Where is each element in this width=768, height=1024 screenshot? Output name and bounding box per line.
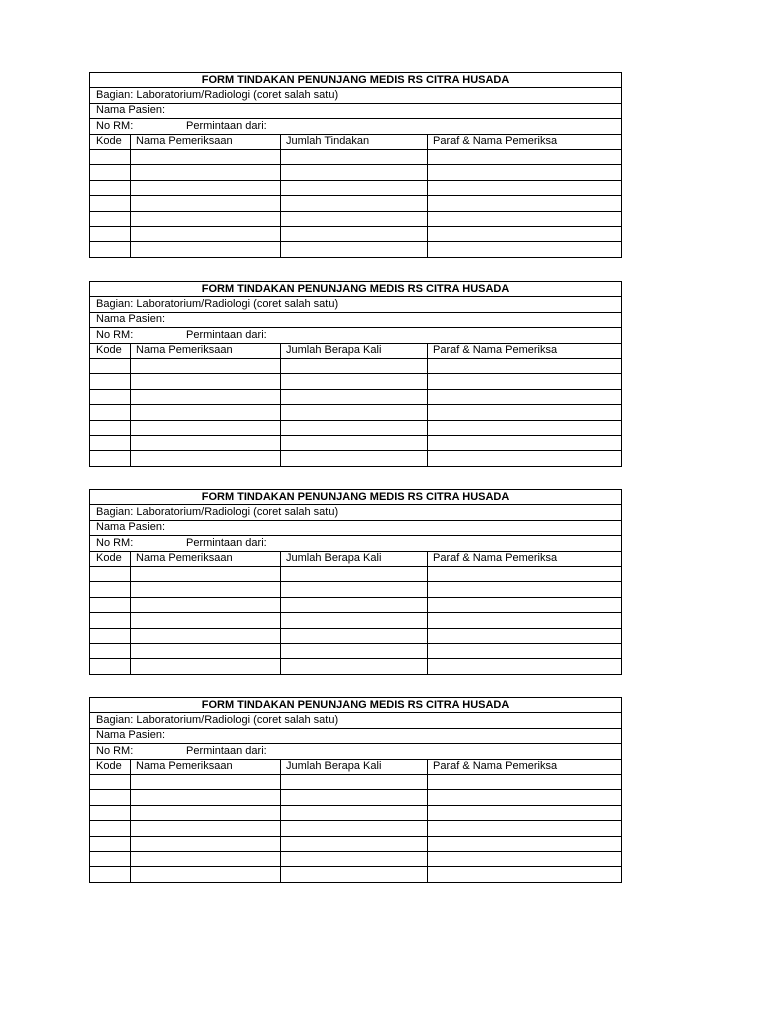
table-row: [90, 790, 622, 805]
kode-cell[interactable]: [90, 805, 131, 820]
paraf-cell[interactable]: [428, 180, 622, 195]
kode-cell[interactable]: [90, 358, 131, 373]
table-row: [90, 867, 622, 882]
bagian-field[interactable]: Bagian: Laboratorium/Radiologi (coret salah satu): [90, 713, 622, 728]
table-row: [90, 180, 622, 195]
form-table: [89, 489, 622, 675]
bagian-field[interactable]: Bagian: Laboratorium/Radiologi (coret salah satu): [90, 88, 622, 103]
col-kode-header: Kode: [90, 343, 131, 358]
table-row: [90, 226, 622, 241]
nama-pemeriksaan-cell[interactable]: [131, 358, 281, 373]
table-row: [90, 242, 622, 257]
no-rm-label: No RM:: [96, 328, 134, 341]
nama-pemeriksaan-cell[interactable]: [131, 774, 281, 789]
no-rm-row[interactable]: [90, 119, 622, 134]
nama-pemeriksaan-cell[interactable]: [131, 867, 281, 882]
nama-pemeriksaan-cell[interactable]: [131, 374, 281, 389]
jumlah-cell[interactable]: [281, 566, 428, 581]
jumlah-cell[interactable]: [281, 582, 428, 597]
no-rm-label: No RM:: [96, 536, 134, 549]
paraf-cell[interactable]: [428, 851, 622, 866]
paraf-cell[interactable]: [428, 836, 622, 851]
col-kode-header: Kode: [90, 759, 131, 774]
nama-pemeriksaan-cell[interactable]: [131, 821, 281, 836]
table-row: [90, 821, 622, 836]
kode-cell[interactable]: [90, 451, 131, 466]
jumlah-cell[interactable]: [281, 851, 428, 866]
table-row: [90, 165, 622, 180]
kode-cell[interactable]: [90, 374, 131, 389]
jumlah-cell[interactable]: [281, 451, 428, 466]
jumlah-cell[interactable]: [281, 790, 428, 805]
kode-cell[interactable]: [90, 613, 131, 628]
kode-cell[interactable]: [90, 628, 131, 643]
table-row: [90, 774, 622, 789]
table-row: [90, 566, 622, 581]
nama-pemeriksaan-cell[interactable]: [131, 226, 281, 241]
table-row: [90, 659, 622, 674]
jumlah-cell[interactable]: [281, 211, 428, 226]
table-row: [90, 389, 622, 404]
no-rm-row[interactable]: [90, 744, 622, 759]
table-row: [90, 643, 622, 658]
jumlah-cell[interactable]: [281, 805, 428, 820]
paraf-cell[interactable]: [428, 805, 622, 820]
kode-cell[interactable]: [90, 405, 131, 420]
form-1: [89, 72, 621, 258]
form-title: FORM TINDAKAN PENUNJANG MEDIS RS CITRA HUSADA: [90, 73, 622, 88]
kode-cell[interactable]: [90, 211, 131, 226]
table-row: [90, 628, 622, 643]
paraf-cell[interactable]: [428, 613, 622, 628]
kode-cell[interactable]: [90, 836, 131, 851]
col-jumlah-header: Jumlah Berapa Kali: [281, 759, 428, 774]
kode-cell[interactable]: [90, 643, 131, 658]
table-row: [90, 451, 622, 466]
col-paraf-header: Paraf & Nama Pemeriksa: [428, 551, 622, 566]
nama-pasien-field[interactable]: Nama Pasien:: [90, 103, 622, 118]
no-rm-label: No RM:: [96, 744, 134, 757]
kode-cell[interactable]: [90, 149, 131, 164]
col-nama-pemeriksaan-header: Nama Pemeriksaan: [131, 551, 281, 566]
bagian-field[interactable]: Bagian: Laboratorium/Radiologi (coret salah satu): [90, 297, 622, 312]
jumlah-cell[interactable]: [281, 165, 428, 180]
jumlah-cell[interactable]: [281, 867, 428, 882]
table-row: [90, 597, 622, 612]
jumlah-cell[interactable]: [281, 628, 428, 643]
table-row: [90, 805, 622, 820]
permintaan-label: Permintaan dari:: [186, 328, 267, 341]
form-table: [89, 72, 622, 258]
paraf-cell[interactable]: [428, 226, 622, 241]
kode-cell[interactable]: [90, 821, 131, 836]
nama-pemeriksaan-cell[interactable]: [131, 196, 281, 211]
nama-pemeriksaan-cell[interactable]: [131, 405, 281, 420]
jumlah-cell[interactable]: [281, 149, 428, 164]
paraf-cell[interactable]: [428, 211, 622, 226]
header-row: [90, 134, 622, 149]
paraf-cell[interactable]: [428, 358, 622, 373]
col-jumlah-header: Jumlah Berapa Kali: [281, 343, 428, 358]
jumlah-cell[interactable]: [281, 821, 428, 836]
jumlah-cell[interactable]: [281, 643, 428, 658]
jumlah-cell[interactable]: [281, 659, 428, 674]
kode-cell[interactable]: [90, 659, 131, 674]
permintaan-label: Permintaan dari:: [186, 119, 267, 132]
nama-pemeriksaan-cell[interactable]: [131, 435, 281, 450]
table-row: [90, 435, 622, 450]
kode-cell[interactable]: [90, 435, 131, 450]
paraf-cell[interactable]: [428, 389, 622, 404]
nama-pemeriksaan-cell[interactable]: [131, 149, 281, 164]
form-4: [89, 697, 621, 883]
table-row: [90, 405, 622, 420]
jumlah-cell[interactable]: [281, 613, 428, 628]
nama-pemeriksaan-cell[interactable]: [131, 805, 281, 820]
col-nama-pemeriksaan-header: Nama Pemeriksaan: [131, 343, 281, 358]
jumlah-cell[interactable]: [281, 180, 428, 195]
paraf-cell[interactable]: [428, 628, 622, 643]
nama-pemeriksaan-cell[interactable]: [131, 659, 281, 674]
form-2: [89, 281, 621, 467]
table-row: [90, 196, 622, 211]
kode-cell[interactable]: [90, 242, 131, 257]
paraf-cell[interactable]: [428, 867, 622, 882]
nama-pemeriksaan-cell[interactable]: [131, 420, 281, 435]
paraf-cell[interactable]: [428, 196, 622, 211]
paraf-cell[interactable]: [428, 774, 622, 789]
kode-cell[interactable]: [90, 420, 131, 435]
bagian-field[interactable]: Bagian: Laboratorium/Radiologi (coret salah satu): [90, 505, 622, 520]
form-title: FORM TINDAKAN PENUNJANG MEDIS RS CITRA HUSADA: [90, 282, 622, 297]
jumlah-cell[interactable]: [281, 420, 428, 435]
col-paraf-header: Paraf & Nama Pemeriksa: [428, 343, 622, 358]
nama-pemeriksaan-cell[interactable]: [131, 566, 281, 581]
form-title: FORM TINDAKAN PENUNJANG MEDIS RS CITRA HUSADA: [90, 490, 622, 505]
table-row: [90, 358, 622, 373]
nama-pemeriksaan-cell[interactable]: [131, 242, 281, 257]
permintaan-label: Permintaan dari:: [186, 536, 267, 549]
nama-pemeriksaan-cell[interactable]: [131, 643, 281, 658]
form-table: [89, 697, 622, 883]
jumlah-cell[interactable]: [281, 774, 428, 789]
nama-pemeriksaan-cell[interactable]: [131, 180, 281, 195]
nama-pemeriksaan-cell[interactable]: [131, 389, 281, 404]
paraf-cell[interactable]: [428, 165, 622, 180]
paraf-cell[interactable]: [428, 790, 622, 805]
paraf-cell[interactable]: [428, 821, 622, 836]
kode-cell[interactable]: [90, 774, 131, 789]
paraf-cell[interactable]: [428, 597, 622, 612]
kode-cell[interactable]: [90, 566, 131, 581]
form-3: [89, 489, 621, 675]
col-nama-pemeriksaan-header: Nama Pemeriksaan: [131, 134, 281, 149]
col-kode-header: Kode: [90, 551, 131, 566]
form-table: [89, 281, 622, 467]
nama-pemeriksaan-cell[interactable]: [131, 628, 281, 643]
table-row: [90, 211, 622, 226]
kode-cell[interactable]: [90, 226, 131, 241]
nama-pemeriksaan-cell[interactable]: [131, 790, 281, 805]
table-row: [90, 836, 622, 851]
paraf-cell[interactable]: [428, 405, 622, 420]
kode-cell[interactable]: [90, 165, 131, 180]
permintaan-label: Permintaan dari:: [186, 744, 267, 757]
header-row: [90, 759, 622, 774]
col-nama-pemeriksaan-header: Nama Pemeriksaan: [131, 759, 281, 774]
nama-pemeriksaan-cell[interactable]: [131, 582, 281, 597]
kode-cell[interactable]: [90, 867, 131, 882]
jumlah-cell[interactable]: [281, 226, 428, 241]
no-rm-row[interactable]: [90, 328, 622, 343]
col-jumlah-header: Jumlah Berapa Kali: [281, 551, 428, 566]
form-title: FORM TINDAKAN PENUNJANG MEDIS RS CITRA HUSADA: [90, 698, 622, 713]
jumlah-cell[interactable]: [281, 435, 428, 450]
jumlah-cell[interactable]: [281, 242, 428, 257]
nama-pasien-field[interactable]: Nama Pasien:: [90, 520, 622, 535]
nama-pemeriksaan-cell[interactable]: [131, 211, 281, 226]
paraf-cell[interactable]: [428, 242, 622, 257]
jumlah-cell[interactable]: [281, 389, 428, 404]
nama-pemeriksaan-cell[interactable]: [131, 597, 281, 612]
table-row: [90, 374, 622, 389]
jumlah-cell[interactable]: [281, 597, 428, 612]
jumlah-cell[interactable]: [281, 836, 428, 851]
col-paraf-header: Paraf & Nama Pemeriksa: [428, 134, 622, 149]
paraf-cell[interactable]: [428, 149, 622, 164]
paraf-cell[interactable]: [428, 420, 622, 435]
nama-pasien-field[interactable]: Nama Pasien:: [90, 312, 622, 327]
col-kode-header: Kode: [90, 134, 131, 149]
kode-cell[interactable]: [90, 180, 131, 195]
table-row: [90, 420, 622, 435]
no-rm-label: No RM:: [96, 119, 134, 132]
kode-cell[interactable]: [90, 582, 131, 597]
jumlah-cell[interactable]: [281, 358, 428, 373]
col-jumlah-header: Jumlah Tindakan: [281, 134, 428, 149]
nama-pemeriksaan-cell[interactable]: [131, 851, 281, 866]
header-row: [90, 343, 622, 358]
paraf-cell[interactable]: [428, 659, 622, 674]
kode-cell[interactable]: [90, 790, 131, 805]
table-row: [90, 851, 622, 866]
kode-cell[interactable]: [90, 196, 131, 211]
nama-pemeriksaan-cell[interactable]: [131, 613, 281, 628]
paraf-cell[interactable]: [428, 435, 622, 450]
header-row: [90, 551, 622, 566]
jumlah-cell[interactable]: [281, 374, 428, 389]
kode-cell[interactable]: [90, 389, 131, 404]
kode-cell[interactable]: [90, 851, 131, 866]
nama-pemeriksaan-cell[interactable]: [131, 836, 281, 851]
paraf-cell[interactable]: [428, 582, 622, 597]
no-rm-row[interactable]: [90, 536, 622, 551]
table-row: [90, 149, 622, 164]
jumlah-cell[interactable]: [281, 405, 428, 420]
paraf-cell[interactable]: [428, 643, 622, 658]
nama-pemeriksaan-cell[interactable]: [131, 165, 281, 180]
paraf-cell[interactable]: [428, 566, 622, 581]
paraf-cell[interactable]: [428, 451, 622, 466]
jumlah-cell[interactable]: [281, 196, 428, 211]
nama-pasien-field[interactable]: Nama Pasien:: [90, 728, 622, 743]
nama-pemeriksaan-cell[interactable]: [131, 451, 281, 466]
table-row: [90, 582, 622, 597]
kode-cell[interactable]: [90, 597, 131, 612]
table-row: [90, 613, 622, 628]
col-paraf-header: Paraf & Nama Pemeriksa: [428, 759, 622, 774]
paraf-cell[interactable]: [428, 374, 622, 389]
